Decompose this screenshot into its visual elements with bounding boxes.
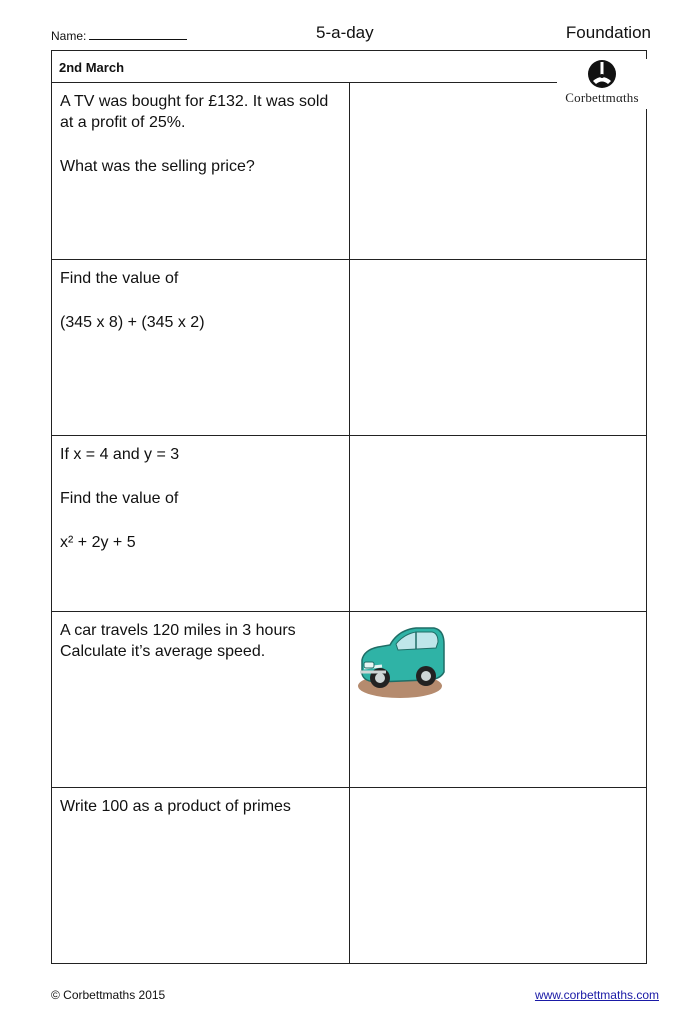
question-cell-2 <box>52 260 350 435</box>
worksheet <box>51 50 647 964</box>
copyright-text: © Corbettmaths 2015 <box>51 988 166 1002</box>
question-2-line-2: (345 x 8) + (345 x 2) <box>60 314 205 331</box>
website-link[interactable]: www.corbettmaths.com <box>534 988 659 1002</box>
name-label: Name: <box>51 29 87 43</box>
question-row-1 <box>52 83 646 260</box>
answer-cell-3[interactable] <box>350 436 646 611</box>
corbettmaths-logo-icon <box>586 59 618 89</box>
question-row-4 <box>52 612 646 788</box>
question-cell-4 <box>52 612 350 787</box>
question-cell-5 <box>52 788 350 964</box>
question-1-line-1: A TV was bought for £132. It was sold at a profit of 25%. <box>60 93 329 131</box>
question-row-5 <box>52 788 646 964</box>
question-3-line-1: If x = 4 and y = 3 <box>60 446 180 463</box>
page-title: 5-a-day <box>316 23 374 42</box>
logo-text: Corbettmαths <box>565 90 639 105</box>
date-label: 2nd March <box>59 60 125 75</box>
answer-cell-2[interactable] <box>350 260 646 435</box>
level-label: Foundation <box>565 23 651 42</box>
question-cell-1 <box>52 83 350 259</box>
question-row-2 <box>52 260 646 436</box>
answer-cell-5[interactable] <box>350 788 646 964</box>
question-cell-3 <box>52 436 350 611</box>
question-row-3 <box>52 436 646 612</box>
answer-cell-4[interactable] <box>350 612 646 787</box>
corbettmaths-logo <box>557 59 647 109</box>
car-icon <box>356 620 446 700</box>
name-field <box>51 28 187 43</box>
question-2-line-1: Find the value of <box>60 270 179 287</box>
question-3-line-3: x² + 2y + 5 <box>60 534 136 551</box>
name-blank-line <box>89 28 187 40</box>
answer-cell-1[interactable] <box>350 83 646 259</box>
question-3-line-2: Find the value of <box>60 490 179 507</box>
question-4-line-1: A car travels 120 miles in 3 hours Calculate it’s average speed. <box>60 622 296 660</box>
question-5-line-1: Write 100 as a product of primes <box>60 798 291 815</box>
question-1-line-2: What was the selling price? <box>60 158 255 175</box>
